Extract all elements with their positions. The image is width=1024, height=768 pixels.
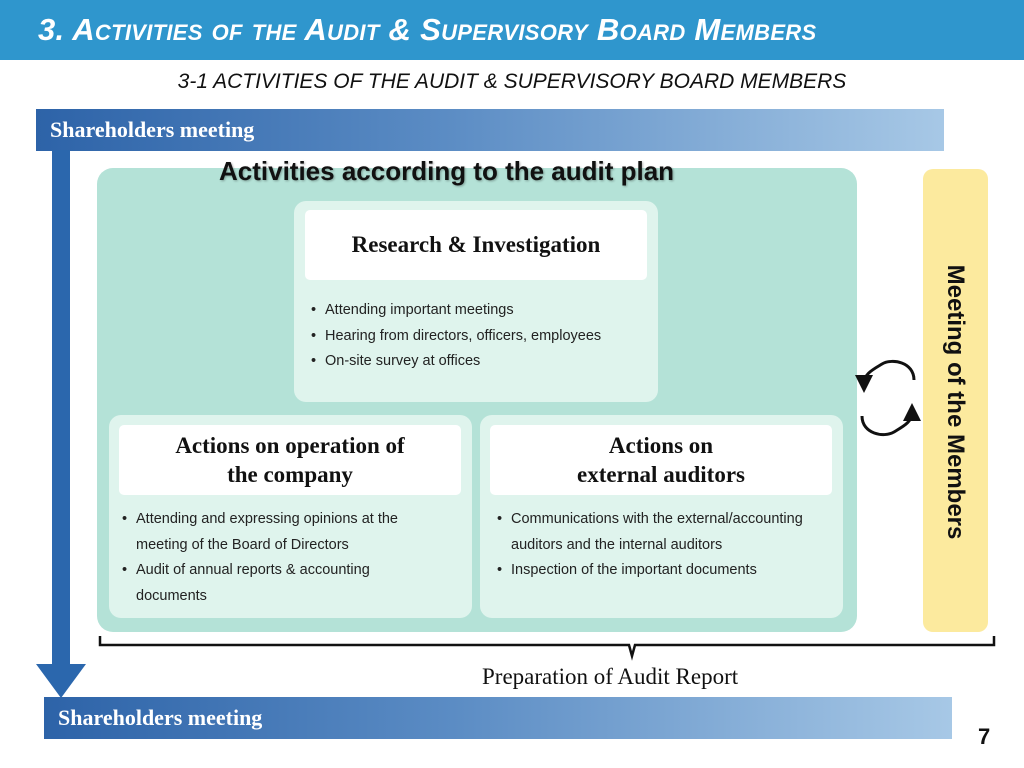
section-subtitle: 3-1 ACTIVITIES OF THE AUDIT & SUPERVISORY BOARD MEMBERS [177,70,847,93]
operation-item: • Audit of annual reports & accounting [122,558,398,584]
operation-item: • Attending and expressing opinions at the [122,507,398,533]
operation-heading: Actions on operation of the company [175,433,405,487]
external-heading: Actions on external auditors [576,433,745,487]
operation-item-continued: meeting of the Board of Directors [136,536,349,553]
research-item: • Hearing from directors, officers, employees [311,324,601,350]
shareholders-meeting-bottom-bar [44,697,952,739]
external-item-continued: auditors and the internal auditors [511,536,723,553]
research-item: • Attending important meetings [311,298,601,324]
page-number: 7 [978,724,991,749]
audit-plan-title: Activities according to the audit plan [219,156,675,186]
shareholders-meeting-top-bar [36,109,944,151]
external-item: • Inspection of the important documents [497,558,803,584]
external-heading-box [490,425,832,495]
operation-list [122,507,398,609]
research-heading-box [305,210,647,280]
flow-arrow-head-icon [36,664,86,698]
brace-icon [97,632,997,662]
operation-heading-box [119,425,461,495]
page-title: 3. Activities of the Audit & Supervisory Board Members [38,12,817,47]
external-item: • Communications with the external/accounting [497,507,803,533]
members-meeting-label: Meeting of the Members [942,264,969,540]
research-heading: Research & Investigation [351,232,601,257]
title-bar [0,0,1024,60]
cycle-arrows-icon [852,352,924,444]
operation-item-continued: documents [136,587,207,604]
audit-report-label: Preparation of Audit Report [482,664,739,689]
shareholders-meeting-top-label: Shareholders meeting [50,117,255,142]
research-list [311,298,601,375]
external-list [497,507,803,584]
shareholders-meeting-bottom-label: Shareholders meeting [58,705,263,730]
flow-arrow-icon [52,150,70,666]
research-item: • On-site survey at offices [311,349,601,375]
